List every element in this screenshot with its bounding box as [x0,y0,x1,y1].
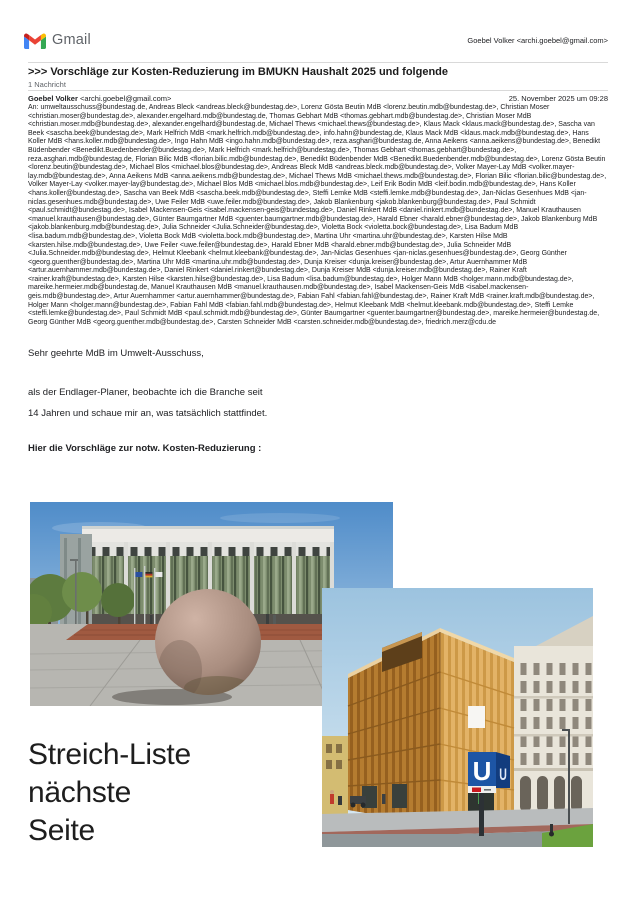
ubahn-letter-front: U [472,756,492,786]
greeting-line: Sehr geehrte MdB im Umwelt-Ausschuss, [28,348,204,359]
caption-line-3: Seite [28,814,95,847]
body-line-1: als der Endlager-Planer, beobachte ich die Branche seit [28,387,263,398]
sender-name: Goebel Volker [28,94,78,103]
to-label: An: [28,104,39,111]
message-count: 1 Nachricht [28,80,66,89]
caption-line-1: Streich-Liste [28,738,191,771]
timber-building-illustration [322,588,593,847]
divider-top [28,62,608,63]
email-subject: >>> Vorschläge zur Kosten-Reduzierung im BMUKN Haushalt 2025 und folgende [28,66,449,78]
classical-building [514,616,593,818]
account-identity: Goebel Volker <archi.goebel@gmail.com> [467,35,608,45]
gmail-logo [24,32,91,49]
recipients-list: umweltausschuss@bundestag.de, Andreas Bleck <andreas.bleck@bundestag.de>, Lorenz Gösta Beutin MdB <lorenz.beutin.mdb@bundestag.de>, Christian Moser <christian.moser@bundestag.de>, alexander.engelhard.mdb@bundestag.de, Thomas Gebhart MdB <thomas.gebhart.mdb@bundestag.de>, Christian Moser MdB <christian.moser.mdb@bundestag.de>, alexander.engelhard@bundestag.de, Michael Thews <michael.thews@bundestag.de>, Klaus Mack <klaus.mack@bundestag.de>, Sascha van Beek <sascha.beek@bundestag.de>, Mark Helfrich MdB <mark.helfrich.mdb@bundestag.de>, info.hahn@bundestag.de, Klaus Mack MdB <klaus.mack.mdb@bundestag.de>, Hans Koller MdB <hans.koller.mdb@bundestag.de>, Ingo Hahn MdB <ingo.hahn.mdb@bundestag.de>, reza.asghari@bundestag.de, Anna Aeikens <anna.aeikens@bundestag.de>, Benedikt Büdenbender <Benedikt.Buedenbender@bundestag.de>, Mark Helfrich <mark.helfrich@bundestag.de>, Thomas Gebhart <thomas.gebhart@bundestag.de>, reza.asghari.mdb@bundestag.de, Florian Bilic MdB <florian.bilic.mdb@bundestag.de>, Benedikt Büdenbender MdB <Benedikt.Buedenbender.mdb@bundestag.de>, Lorenz Gösta Beutin <lorenz.beutin@bundestag.de>, Michael Blos <michael.blos@bundestag.de>, Andreas Bleck MdB <andreas.bleck.mdb@bundestag.de>, Volker Mayer-Lay MdB <volker.mayer-lay.mdb@bundestag.de>, Anna Aeikens MdB <anna.aeikens.mdb@bundestag.de>, Michael Thews MdB <michael.thews.mdb@bundestag.de>, Florian Bilic <florian.bilic@bundestag.de>, Volker Mayer-Lay <volker.mayer-lay@bundestag.de>, Michael Blos MdB <michael.blos.mdb@bundestag.de>, Leif Erik Bodin MdB <leif.bodin.mdb@bundestag.de>, Hans Koller <hans.koller@bundestag.de>, Sascha van Beek MdB <sascha.beek.mdb@bundestag.de>, Steffi Lemke MdB <steffi.lemke.mdb@bundestag.de>, Jan-Niclas Gesenhues MdB <jan-niclas.gesenhues.mdb@bundestag.de>, Uwe Feiler MdB <uwe.feiler.mdb@bundestag.de>, Jakob Blankenburg <jakob.blankenburg@bundestag.de>, Paul Schmidt <paul.schmidt@bundestag.de>, Isabel Mackensen-Geis <isabel.mackensen-geis@bundestag.de>, Daniel Rinkert MdB <daniel.rinkert.mdb@bundestag.de>, Manuel Krauthausen <manuel.krauthausen@bundestag.de>, Günter Baumgartner MdB <guenter.baumgartner.mdb@bundestag.de>, Harald Ebner <harald.ebner@bundestag.de>, Jakob Blankenburg MdB <jakob.blankenburg.mdb@bundestag.de>, Julia Schneider <Julia.Schneider@bundestag.de>, Violetta Bock <violetta.bock@bundestag.de>, Lisa Badum MdB <lisa.badum.mdb@bundestag.de>, Violetta Bock MdB <violetta.bock.mdb@bundestag.de>, Martina Uhr <martina.uhr@bundestag.de>, Karsten Hilse MdB <karsten.hilse.mdb@bundestag.de>, Uwe Feiler <uwe.feiler@bundestag.de>, Harald Ebner MdB <harald.ebner.mdb@bundestag.de>, Julia Schneider MdB <Julia.Schneider.mdb@bundestag.de>, Helmut Kleebank <helmut.kleebank@bundestag.de>, Jan-Niclas Gesenhues <jan-niclas.gesenhues@bundestag.de>, Georg Günther <georg.guenther@bundestag.de>, Martina Uhr MdB <martina.uhr.mdb@bundestag.de>, Dunja Kreiser <dunja.kreiser@bundestag.de>, Artur Auernhammer MdB <artur.auernhammer.mdb@bundestag.de>, Daniel Rinkert <daniel.rinkert@bundestag.de>, Dunja Kreiser MdB <dunja.kreiser.mdb@bundestag.de>, Rainer Kraft <rainer.kraft@bundestag.de>, Karsten Hilse <karsten.hilse@bundestag.de>, Lisa Badum <lisa.badum@bundestag.de>, Holger Mann MdB <holger.mann.mdb@bundestag.de>, mareike.hermeier.mdb@bundestag.de, Manuel Krauthausen MdB <manuel.krauthausen.mdb@bundestag.de>, Isabel Mackensen-Geis MdB <isabel.mackensen-geis.mdb@bundestag.de>, Artur Auernhammer <artur.auernhammer@bundestag.de>, Fabian Fahl <fabian.fahl@bundestag.de>, Rainer Kraft MdB <rainer.kraft.mdb@bundestag.de>, Holger Mann <holger.mann@bundestag.de>, Fabian Fahl MdB <fabian.fahl.mdb@bundestag.de>, Helmut Kleebank MdB <helmut.kleebank.mdb@bundestag.de>, Steffi Lemke <steffi.lemke@bundestag.de>, Paul Schmidt MdB <paul.schmidt.mdb@bundestag.de>, Günter Baumgartner <guenter.baumgartner@bundestag.de>, mareike.hermeier@bundestag.de, Georg Günther MdB <georg.guenther.mdb@bundestag.de>, Carsten Schneider MdB <carsten.schneider.mdb@bundestag.de>, friedrich.merz@cdu.de [28,104,607,326]
caption-line-2: nächste [28,776,131,809]
print-header [24,30,608,50]
recipients-block [28,104,608,327]
divider-subject [28,90,608,91]
body-line-2: 14 Jahren und schaue mir an, was tatsächlich stattfindet. [28,408,268,419]
side-street-building [322,736,348,816]
message-date: 25. November 2025 um 09:28 [508,94,608,103]
photo-timber-building-ubahn [322,588,593,847]
message-meta-row [28,94,608,103]
gmail-m-icon [24,32,46,49]
sender-email: <archi.goebel@gmail.com> [79,94,172,103]
gmail-logo-text: Gmail [52,32,91,48]
sender [28,94,171,103]
ubahn-letter-side: U [499,764,507,784]
body-heading: Hier die Vorschläge zur notw. Kosten-Reduzierung : [28,443,262,454]
streich-liste-caption [28,736,191,850]
